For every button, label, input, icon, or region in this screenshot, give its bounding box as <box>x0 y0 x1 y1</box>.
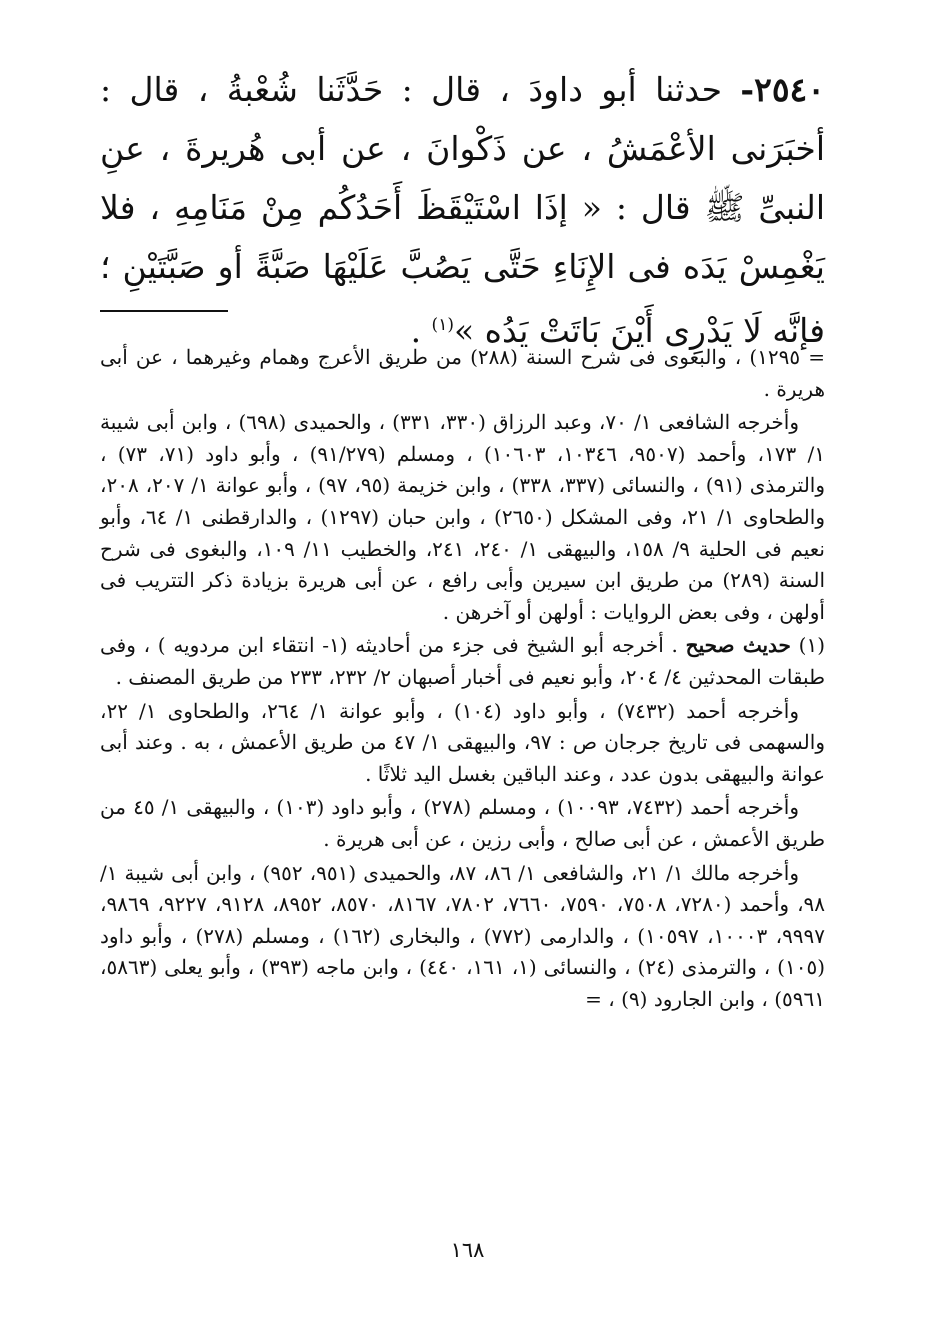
footnote-divider <box>100 310 228 312</box>
hadith-text <box>100 60 825 360</box>
footnote-1-marker: (١) <box>790 633 826 658</box>
page-number: ١٦٨ <box>450 1238 485 1262</box>
main-hadith-block <box>100 60 825 360</box>
footnotes-block <box>100 342 825 1017</box>
footnote-1-paragraph-2: وأخرجه أحمد (٧٤٣٢) ، وأبو داود (١٠٤) ، وأبو عوانة ١/ ٢٦٤، والطحاوى ١/ ٢٢، والسهمى فى تاريخ جرجان ص : ٩٧، والبيهقى ١/ ٤٧ من طريق الأعمش ، به . وعند أبى عوانة والبيهقى بدون عدد ، وعند الباقين بغسل اليد ثلاثًا . <box>100 698 825 786</box>
footnote-continuation: = ١٢٩٥) ، والبغوى فى شرح السنة (٢٨٨) من طريق الأعرج وهمام وغيرهما ، عن أبى هريرة . <box>100 345 825 401</box>
footnote-1 <box>100 630 825 693</box>
hadith-number: ٢٥٤٠- <box>740 70 825 109</box>
footnote-1-paragraph-3: وأخرجه أحمد (٧٤٣٢، ١٠٠٩٣) ، ومسلم (٢٧٨) ، وأبو داود (١٠٣) ، والبيهقى ١/ ٤٥ من طريق الأعمش ، عن أبى صالح ، وأبى رزين ، عن أبى هريرة . <box>100 795 825 851</box>
footnote-ref: (١) <box>431 315 454 335</box>
footnote-1-text: . أخرجه أبو الشيخ فى جزء من أحاديثه (١- انتقاء ابن مردويه ) ، وفى طبقات المحدثين ٤/ ٢٠٤، وأبو نعيم فى أخبار أصبهان ٢/ ٢٣٢، ٢٣٣ من طريق المصنف . <box>100 633 825 689</box>
hadith-body: حدثنا أبو داودَ ، قال : حَدَّثَنا شُعْبةُ ، قال : أخبَرَنى الأعْمَشُ ، عن ذَكْوانَ ، عن أبى هُريرةَ ، عنِ النبىِّ ﷺ قال : « إذَا اسْتَيْقَظَ أَحَدُكُم مِنْ مَنَامِهِ ، فلا يَغْمِسْ يَدَه فى الإِنَاءِ حَتَّى يَصُبَّ عَلَيْهَا صَبَّةً أو صَبَّتَيْنِ ؛ فإنَّه لَا يَدْرِى أَيْنَ بَاتَتْ يَدُه » <box>100 70 825 350</box>
footnote-1-grade: حديث صحيح <box>685 633 791 658</box>
footnote-1-paragraph-4: وأخرجه مالك ١/ ٢١، والشافعى ١/ ٨٦، ٨٧، والحميدى (٩٥١، ٩٥٢) ، وابن أبى شيبة ١/ ٩٨، وأحمد (٧٢٨٠، ٧٥٠٨، ٧٥٩٠، ٧٦٦٠، ٧٨٠٢، ٨١٦٧، ٨٥٧٠، ٨٩٥٢، ٩١٢٨، ٩٢٢٧، ٩٨٦٩، ٩٩٩٧، ١٠٠٠٣، ١٠٥٩٧) ، والدارمى (٧٧٢) ، والبخارى (١٦٢) ، ومسلم (٢٧٨) ، وأبو داود (١٠٥) ، والترمذى (٢٤) ، والنسائى (١، ١٦١، ٤٤٠) ، وابن ماجه (٣٩٣) ، وأبو يعلى (٥٨٦٣، ٥٩٦١) ، وابن الجارود (٩) ، = <box>100 860 826 1011</box>
footnote-prev-paragraph: وأخرجه الشافعى ١/ ٧٠، وعبد الرزاق (٣٣٠، ٣٣١) ، والحميدى (٦٩٨) ، وابن أبى شيبة ١/ ١٧٣، وأحمد (٩٥٠٧، ١٠٣٤٦، ١٠٦٠٣) ، ومسلم (٩١/٢٧٩) ، وأبو داود (٧١، ٧٣) ، والترمذى (٩١) ، والنسائى (٣٣٧، ٣٣٨) ، وابن خزيمة (٩٥، ٩٧) ، وأبو عوانة ١/ ٢٠٧، ٢٠٨، والطحاوى ١/ ٢١، وفى المشكل (٢٦٥٠) ، وابن حبان (١٢٩٧) ، والدارقطنى ١/ ٦٤، وأبو نعيم فى الحلية ٩/ ١٥٨، والبيهقى ١/ ٢٤٠، ٢٤١، والخطيب ١١/ ١٠٩، والبغوى فى شرح السنة (٢٨٩) من طريق ابن سيرين وأبى رافع ، عن أبى هريرة بزيادة ذكر التتريب فى أولهن ، وفى بعض الروايات : أولهن أو آخرهن . <box>100 410 826 624</box>
hadith-end: . <box>410 311 432 350</box>
